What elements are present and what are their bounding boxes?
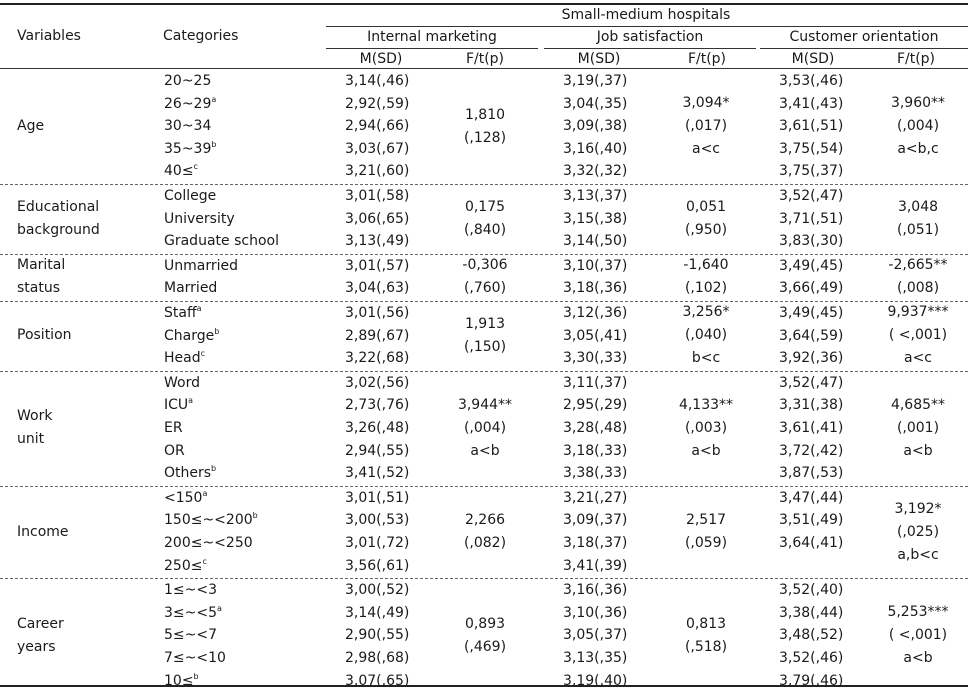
ftp-header: F/t(p) <box>896 51 936 67</box>
mean-sd-value: 3,04(,63) <box>345 280 410 297</box>
p-value: (,004) <box>896 118 940 134</box>
header-bottom-rule <box>0 68 968 69</box>
p-value: (,518) <box>684 638 728 655</box>
p-value: (,008) <box>896 280 940 297</box>
mean-sd-value: 3,01(,51) <box>345 489 410 506</box>
mean-sd-value: 3,10(,36) <box>563 604 628 621</box>
mean-sd-value: 3,72(,42) <box>779 442 844 459</box>
category-text: University <box>164 210 235 227</box>
mean-sd-value: 2,92(,59) <box>345 95 410 112</box>
mean-sd-value: 3,14(,46) <box>345 73 410 89</box>
category-label <box>164 255 238 278</box>
mean-sd-value: 3,01(,58) <box>345 188 410 204</box>
category-text: 40≤ <box>164 163 194 180</box>
p-value: (,040) <box>684 327 728 344</box>
category-superscript: b <box>214 326 220 336</box>
category-text: ER <box>164 420 183 436</box>
f-t-statistic: 3,094* <box>682 95 730 111</box>
category-label <box>164 70 211 93</box>
f-t-statistic: 0,051 <box>685 198 727 215</box>
category-superscript: a <box>196 304 202 313</box>
p-value: (,150) <box>463 338 507 355</box>
category-text: 26~29 <box>164 95 212 112</box>
ftp-header: F/t(p) <box>687 51 727 67</box>
mean-sd-value: 3,52(,47) <box>779 374 844 391</box>
p-value: (,051) <box>896 221 940 238</box>
category-label <box>164 115 211 138</box>
f-t-statistic: 3,048 <box>897 198 939 215</box>
category-label <box>164 440 185 463</box>
variable-name: Work <box>17 408 53 425</box>
mean-sd-value: 3,01(,72) <box>345 535 410 551</box>
mean-sd-value: 3,83(,30) <box>779 233 844 250</box>
post-hoc-result: a<c <box>691 141 720 157</box>
f-t-statistic: 4,133** <box>678 396 734 413</box>
category-label <box>164 670 199 693</box>
mean-sd-value: 2,89(,67) <box>345 327 410 344</box>
mean-sd-value: 3,47(,44) <box>779 489 844 506</box>
variable-name: Career <box>17 615 64 632</box>
p-value: (,001) <box>896 419 940 436</box>
mean-sd-value: 3,75(,54) <box>779 140 844 157</box>
category-text: Unmarried <box>164 257 238 274</box>
f-t-statistic: 2,517 <box>685 512 727 528</box>
table-row <box>0 579 968 602</box>
p-value: (,017) <box>684 118 728 134</box>
category-text: 150≤~<200 <box>164 512 253 529</box>
p-value: (,760) <box>463 280 507 297</box>
p-value: (,128) <box>463 129 507 146</box>
variable-name: Income <box>17 523 69 540</box>
f-t-statistic: 0,175 <box>464 198 506 215</box>
category-label <box>164 579 217 602</box>
mean-sd-value: 3,22(,68) <box>345 350 410 367</box>
mean-sd-value: 3,05(,41) <box>563 327 628 344</box>
category-text: Staff <box>164 305 197 321</box>
p-value: (,059) <box>684 535 728 551</box>
category-text: Word <box>164 374 200 391</box>
mean-sd-value: 3,52(,40) <box>779 582 844 599</box>
mean-sd-value: 3,38(,44) <box>779 604 844 621</box>
msd-header: M(SD) <box>791 51 835 67</box>
mean-sd-value: 3,51(,49) <box>779 512 844 529</box>
mean-sd-value: 3,05(,37) <box>563 627 628 644</box>
category-text: 3≤~<5 <box>164 604 218 621</box>
mean-sd-value: 3,01(,57) <box>345 257 410 274</box>
table-row <box>0 372 968 395</box>
category-label <box>164 93 216 116</box>
mean-sd-value: 3,13(,49) <box>345 233 410 250</box>
table-row <box>0 70 968 93</box>
category-superscript: b <box>193 671 199 681</box>
table-row <box>0 555 968 578</box>
variable-name: Educational <box>17 198 100 215</box>
mean-sd-value: 2,94(,55) <box>345 442 410 459</box>
mean-sd-value: 3,12(,36) <box>563 305 628 321</box>
p-value: ( <,001) <box>888 327 948 344</box>
variable-name: background <box>17 221 100 238</box>
mean-sd-value: 3,53(,46) <box>779 73 844 89</box>
mean-sd-value: 3,28(,48) <box>563 420 628 436</box>
category-label <box>164 532 253 555</box>
internal-marketing-header: Internal marketing <box>367 29 497 45</box>
category-label <box>164 555 207 578</box>
category-superscript: b <box>211 464 217 474</box>
ftp-header: F/t(p) <box>465 51 505 67</box>
category-label <box>164 647 226 670</box>
category-text: 20~25 <box>164 73 212 89</box>
mean-sd-value: 2,90(,55) <box>345 627 410 644</box>
table-row <box>0 160 968 183</box>
category-superscript: a <box>202 488 208 498</box>
mean-sd-value: 3,87(,53) <box>779 465 844 482</box>
mean-sd-value: 3,21(,60) <box>345 163 410 180</box>
mean-sd-value: 3,41(,39) <box>563 557 628 574</box>
post-hoc-result: a<c <box>903 350 932 367</box>
category-text: ICU <box>164 397 189 414</box>
post-hoc-result: a<b <box>470 442 500 459</box>
p-value: (,102) <box>684 280 728 297</box>
category-text: 5≤~<7 <box>164 627 218 644</box>
variables-header: Variables <box>17 28 81 44</box>
mean-sd-value: 3,21(,27) <box>563 489 628 506</box>
mean-sd-value: 3,07(,65) <box>345 672 410 689</box>
category-label <box>164 302 202 325</box>
post-hoc-result: a<b <box>691 442 721 459</box>
p-value: (,950) <box>684 221 728 238</box>
mean-sd-value: 3,48(,52) <box>779 627 844 644</box>
category-superscript: b <box>252 511 258 521</box>
category-superscript: c <box>193 162 198 172</box>
mean-sd-value: 3,14(,49) <box>345 604 410 621</box>
mean-sd-value: 3,52(,47) <box>779 188 844 204</box>
mean-sd-value: 3,26(,48) <box>345 420 410 436</box>
p-value: (,003) <box>684 419 728 436</box>
category-text: 35~39 <box>164 140 212 157</box>
mean-sd-value: 3,75(,37) <box>779 163 844 180</box>
category-label <box>164 487 207 510</box>
mean-sd-value: 3,49(,45) <box>779 257 844 274</box>
f-t-statistic: 3,944** <box>457 396 513 413</box>
mean-sd-value: 3,00(,53) <box>345 512 410 529</box>
category-superscript: a <box>188 396 194 406</box>
category-superscript: b <box>211 139 217 149</box>
mean-sd-value: 3,09(,38) <box>563 118 628 135</box>
mean-sd-value: 3,66(,49) <box>779 280 844 297</box>
mean-sd-value: 3,52(,46) <box>779 650 844 666</box>
mean-sd-value: 3,04(,35) <box>563 95 628 112</box>
f-t-statistic: 0,893 <box>464 615 506 632</box>
mean-sd-value: 3,92(,36) <box>779 350 844 367</box>
category-label <box>164 509 258 532</box>
categories-header: Categories <box>163 28 239 44</box>
f-t-statistic: 0,813 <box>685 615 727 632</box>
mean-sd-value: 3,13(,35) <box>563 650 628 666</box>
f-t-statistic: 1,810 <box>464 106 506 123</box>
category-label <box>164 602 222 625</box>
category-text: 250≤ <box>164 557 203 574</box>
p-value: (,025) <box>896 523 940 540</box>
table-row <box>0 462 968 485</box>
mean-sd-value: 3,49(,45) <box>779 305 844 321</box>
category-superscript: a <box>217 603 222 613</box>
category-label <box>164 208 235 231</box>
mean-sd-value: 3,15(,38) <box>563 210 628 227</box>
f-t-statistic: 5,253*** <box>887 604 949 621</box>
category-label <box>164 230 279 253</box>
msd-header: M(SD) <box>577 51 621 67</box>
customer-orientation-header: Customer orientation <box>789 29 939 45</box>
category-text: <150 <box>164 489 203 506</box>
f-t-statistic: 9,937*** <box>887 304 949 321</box>
table-row <box>0 487 968 510</box>
f-t-statistic: -0,306 <box>462 257 508 274</box>
category-text: 10≤ <box>164 672 194 689</box>
mean-sd-value: 3,01(,56) <box>345 305 410 321</box>
p-value: (,082) <box>463 535 507 551</box>
post-hoc-result: a<b <box>903 650 933 667</box>
category-label <box>164 277 217 300</box>
mean-sd-value: 3,16(,36) <box>563 582 628 599</box>
msd-header: M(SD) <box>359 51 403 67</box>
category-label <box>164 138 216 161</box>
mean-sd-value: 2,95(,29) <box>563 397 628 414</box>
job-satisfaction-header: Job satisfaction <box>596 29 704 45</box>
category-text: 7≤~<10 <box>164 650 226 666</box>
category-text: 1≤~<3 <box>164 582 218 599</box>
f-t-statistic: 4,685** <box>890 396 946 413</box>
mean-sd-value: 3,19(,37) <box>563 73 628 89</box>
f-t-statistic: 3,256* <box>682 304 730 321</box>
p-value: (,469) <box>463 638 507 655</box>
mean-sd-value: 2,94(,66) <box>345 118 410 135</box>
category-superscript: c <box>202 556 207 566</box>
f-t-statistic: 1,913 <box>464 315 506 332</box>
f-t-statistic: 3,192* <box>894 500 942 517</box>
mean-sd-value: 3,41(,43) <box>779 95 844 112</box>
mean-sd-value: 3,03(,67) <box>345 140 410 157</box>
group-header: Small-medium hospitals <box>561 7 731 23</box>
mean-sd-value: 3,56(,61) <box>345 557 410 574</box>
mean-sd-value: 3,71(,51) <box>779 210 844 227</box>
category-text: College <box>164 188 217 204</box>
mean-sd-value: 3,11(,37) <box>563 374 628 391</box>
category-text: Graduate school <box>164 233 279 250</box>
mean-sd-value: 3,18(,37) <box>563 535 628 551</box>
post-hoc-result: a,b<c <box>897 546 939 563</box>
f-t-statistic: -2,665** <box>888 257 948 274</box>
category-label <box>164 160 198 183</box>
mean-sd-value: 3,30(,33) <box>563 350 628 367</box>
f-t-statistic: 3,960** <box>890 95 946 111</box>
variable-name: status <box>17 280 61 297</box>
variable-name: Age <box>17 118 45 134</box>
p-value: ( <,001) <box>888 627 948 644</box>
variable-name: Position <box>17 327 72 344</box>
mean-sd-value: 3,10(,37) <box>563 257 628 274</box>
category-superscript: c <box>200 349 206 359</box>
mean-sd-value: 3,32(,32) <box>563 163 628 180</box>
mean-sd-value: 3,61(,41) <box>779 420 844 436</box>
mean-sd-value: 3,18(,36) <box>563 280 628 297</box>
p-value: (,840) <box>463 221 507 238</box>
category-text: 30~34 <box>164 118 212 135</box>
category-label <box>164 347 205 370</box>
mean-sd-value: 2,73(,76) <box>345 397 410 414</box>
mean-sd-value: 3,14(,50) <box>563 233 628 250</box>
f-t-statistic: 2,266 <box>464 512 506 528</box>
category-label <box>164 325 219 348</box>
mean-sd-value: 3,06(,65) <box>345 210 410 227</box>
category-superscript: a <box>211 94 217 104</box>
mean-sd-value: 3,61(,51) <box>779 118 844 135</box>
category-text: Head <box>164 350 201 367</box>
variable-name: years <box>17 638 56 655</box>
mean-sd-value: 3,31(,38) <box>779 397 844 414</box>
category-label <box>164 462 216 485</box>
post-hoc-result: b<c <box>691 350 721 367</box>
mean-sd-value: 3,00(,52) <box>345 582 410 599</box>
mean-sd-value: 3,09(,37) <box>563 512 628 529</box>
mean-sd-value: 3,38(,33) <box>563 465 628 482</box>
mean-sd-value: 3,41(,52) <box>345 465 410 482</box>
category-text: Others <box>164 465 212 482</box>
category-label <box>164 372 200 395</box>
variable-name: Marital <box>17 257 66 274</box>
mean-sd-value: 3,18(,33) <box>563 442 628 459</box>
mean-sd-value: 3,64(,41) <box>779 535 844 551</box>
category-text: Charge <box>164 327 215 344</box>
mean-sd-value: 2,98(,68) <box>345 650 410 666</box>
p-value: (,004) <box>463 419 507 436</box>
category-label <box>164 394 193 417</box>
post-hoc-result: a<b,c <box>897 141 939 157</box>
mean-sd-value: 3,79(,46) <box>779 672 844 689</box>
category-text: OR <box>164 442 185 459</box>
mean-sd-value: 3,02(,56) <box>345 374 410 391</box>
post-hoc-result: a<b <box>903 442 933 459</box>
f-t-statistic: -1,640 <box>683 257 729 274</box>
mean-sd-value: 3,13(,37) <box>563 188 628 204</box>
category-label <box>164 185 216 208</box>
mean-sd-value: 3,19(,40) <box>563 672 628 689</box>
table-row <box>0 670 968 693</box>
mean-sd-value: 3,64(,59) <box>779 327 844 344</box>
category-label <box>164 624 217 647</box>
variable-name: unit <box>17 431 45 448</box>
category-text: Married <box>164 280 218 297</box>
mean-sd-value: 3,16(,40) <box>563 140 628 157</box>
category-label <box>164 417 183 440</box>
category-text: 200≤~<250 <box>164 535 253 551</box>
